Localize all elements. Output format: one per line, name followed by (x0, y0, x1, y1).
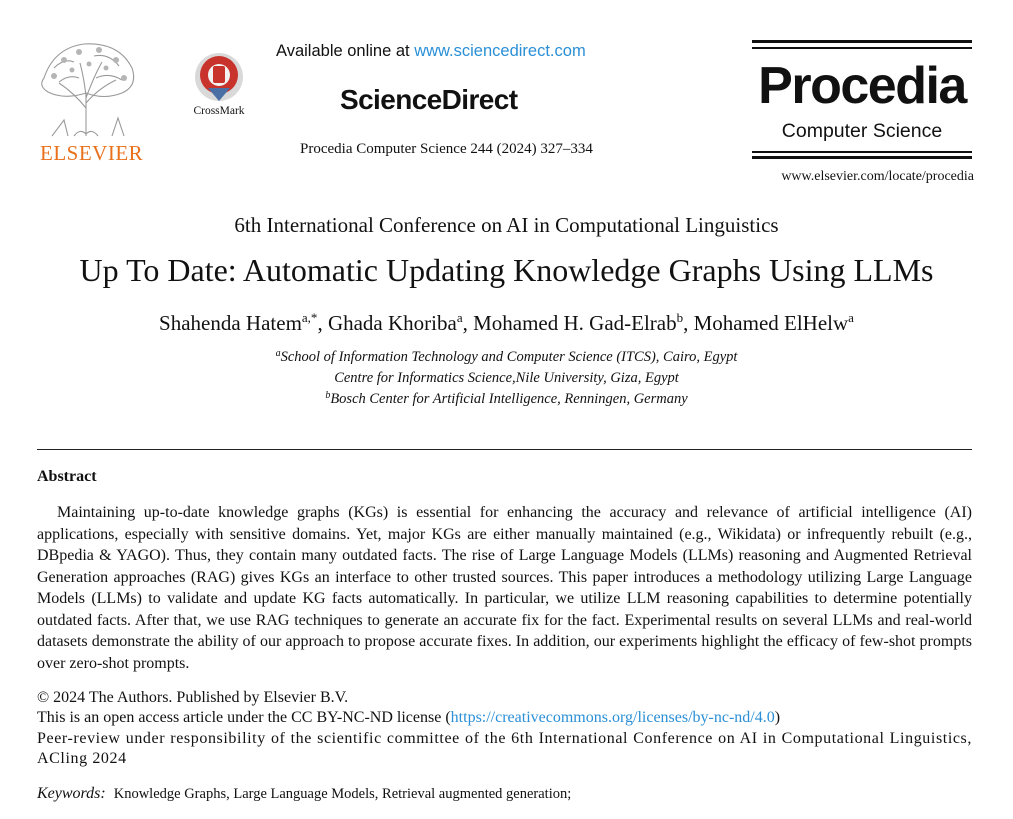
affiliation-text: Bosch Center for Artificial Intelligence, Renningen, Germany (330, 391, 688, 407)
abstract-heading: Abstract (37, 468, 97, 485)
journal-name: Procedia (758, 57, 966, 115)
author-affiliation-mark: a (848, 310, 854, 325)
copyright-notice: © 2024 The Authors. Published by Elsevier B.V. (37, 689, 349, 706)
affiliation (0, 349, 1013, 366)
author-affiliation-mark: a (456, 310, 463, 325)
author-name: Mohamed H. Gad-Elrab (473, 311, 677, 335)
affiliation (0, 370, 1013, 387)
bottom-rule-thin (752, 151, 972, 153)
journal-subtitle: Computer Science (781, 120, 943, 142)
crossmark-badge[interactable] (186, 52, 252, 122)
affiliation-mark: a (275, 348, 281, 359)
author-affiliation-mark: b (676, 310, 684, 325)
available-online-label: Available online at (276, 42, 415, 60)
bottom-rule-thick (752, 156, 972, 159)
author-separator: , (317, 311, 328, 335)
affiliation (0, 391, 1013, 408)
affiliation-text: Centre for Informatics Science,Nile University, Giza, Egypt (334, 370, 679, 386)
author-affiliation-mark: a,* (301, 310, 318, 325)
elsevier-tree-icon (34, 38, 140, 138)
keywords-text: Knowledge Graphs, Large Language Models, Retrieval augmented generation; (113, 786, 572, 802)
affiliation-text: School of Information Technology and Computer Science (ITCS), Cairo, Egypt (280, 349, 738, 365)
journal-url-link[interactable]: www.elsevier.com/locate/procedia (781, 169, 974, 184)
author-name: Ghada Khoriba (327, 311, 457, 335)
elsevier-logo (30, 38, 145, 163)
section-divider (37, 449, 972, 450)
crossmark-icon (194, 52, 244, 102)
elsevier-wordmark: ELSEVIER (40, 141, 144, 165)
author-list (0, 311, 1013, 336)
top-rule-thin (752, 47, 972, 49)
keywords-label: Keywords: (37, 785, 106, 802)
license-suffix: ) (774, 709, 781, 726)
license-prefix: This is an open access article under the CC BY-NC-ND license ( (37, 709, 451, 726)
conference-name: 6th International Conference on AI in Computational Linguistics (234, 213, 779, 237)
license-notice (37, 709, 780, 727)
keywords-line (37, 785, 571, 803)
license-link[interactable]: https://creativecommons.org/licenses/by-nc-nd/4.0 (450, 709, 775, 726)
top-rule-thick (752, 40, 972, 43)
crossmark-label: CrossMark (193, 105, 245, 117)
author-name: Shahenda Hatem (159, 311, 302, 335)
journal-citation: Procedia Computer Science 244 (2024) 327–334 (300, 141, 593, 157)
author-separator: , (683, 311, 694, 335)
peer-review-notice: Peer-review under responsibility of the scientific committee of the 6th International Conference on AI in Computational Linguistics, ACling 2024 (37, 730, 972, 767)
paper-title: Up To Date: Automatic Updating Knowledge Graphs Using LLMs (79, 252, 934, 288)
sciencedirect-logo: ScienceDirect (340, 84, 518, 115)
abstract-body: Maintaining up-to-date knowledge graphs (KGs) is essential for enhancing the accuracy and relevance of artificial intelligence (AI) applications, especially with sensitive domains. Yet, major KGs are either manually maintained (e.g., Wikidata) or infrequently rebuilt (e.g., DBpedia & YAGO). Thus, they contain many outdated facts. The rise of Large Language Models (LLMs) reasoning and Augmented Retrieval Generation approaches (RAG) gives KGs an interface to other trusted sources. This paper introduces a methodology utilizing Large Language Models (LLMs) to validate and update KG facts automatically. In particular, we utilize LLM reasoning capabilities to determine potentially outdated facts. After that, we use RAG techniques to generate an accurate fix for the fact. Experimental results on several LLMs and real-world datasets demonstrate the ability of our approach to propose accurate fixes. In addition, our experiments highlight the efficacy of few-shot prompts over zero-shot prompts. (37, 504, 972, 672)
author-name: Mohamed ElHelw (693, 311, 849, 335)
sciencedirect-link[interactable]: www.sciencedirect.com (414, 42, 586, 60)
journal-logo-box (752, 40, 972, 160)
available-online-line (276, 42, 586, 61)
affiliation-mark: b (325, 390, 331, 401)
author-separator: , (462, 311, 474, 335)
